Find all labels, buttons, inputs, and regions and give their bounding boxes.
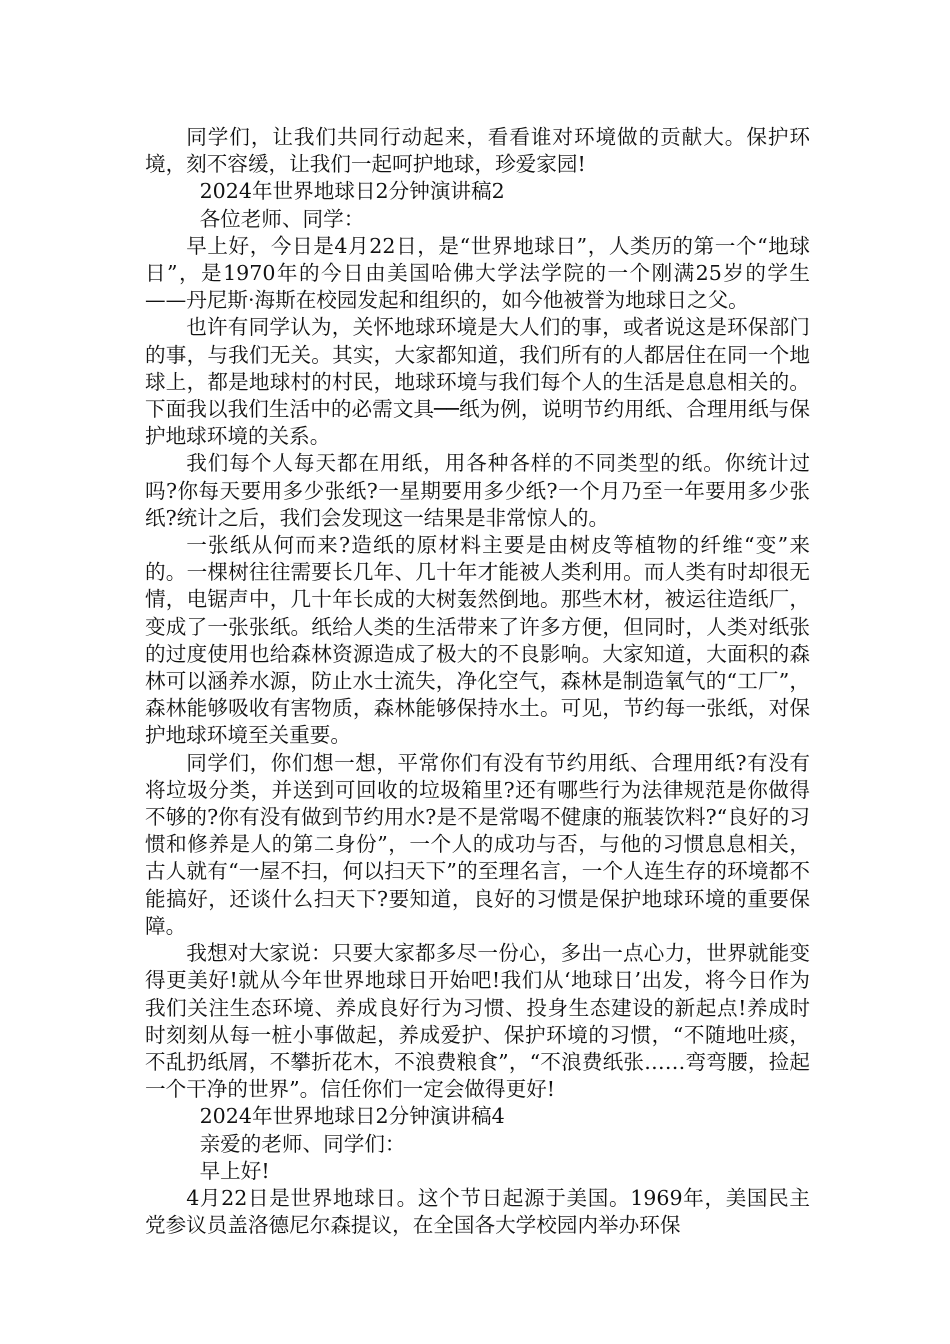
greeting: 早上好! [199, 1158, 270, 1183]
salutation: 亲爱的老师、同学们： [199, 1131, 406, 1156]
paragraph: 一张纸从何而来?造纸的原材料主要是由树皮等植物的纤维“变”来的。一棵树往往需要长几年、几十年才能被人类利用。而人类有时却很无情，电锯声中，几十年长成的大树轰然倒地。那些木材，被运往造纸厂，变成了一张张纸。纸给人类的生活带来了许多方便，但同时，人类对纸张的过度使用也给森林资源造成了极大的不良影响。大家知道，大面积的森林可以涵养水源，防止水士流失，净化空气，森林是制造氧气的“工厂”，森林能够吸收有害物质，森林能够保持水土。可见，节约每一张纸，对保护地球环境至关重要。 [145, 533, 810, 748]
paragraph: 4月22日是世界地球日。这个节日起源于美国。1969年，美国民主党参议员盖洛德尼尔森提议，在全国各大学校园内举办环保 [145, 1185, 810, 1238]
paragraph: 同学们，你们想一想，平常你们有没有节约用纸、合理用纸?有没有将垃圾分类，并送到可回收的垃圾箱里?还有哪些行为法律规范是你做得不够的?你有没有做到节约用水?是不是常喝不健康的瓶装饮料?“良好的习惯和修养是人的第二身份”，一个人的成功与否，与他的习惯息息相关，古人就有“一屋不扫，何以扫天下”的至理名言，一个人连生存的环境都不能搞好，还谈什么扫天下?要知道，良好的习惯是保护地球环境的重要保障。 [145, 750, 810, 938]
paragraph: 我想对大家说：只要大家都多尽一份心，多出一点心力，世界就能变得更美好!就从今年世界地球日开始吧!我们从‘地球日’出发，将今日作为我们关注生态环境、养成良好行为习惯、投身生态建设的新起点!养成时时刻刻从每一桩小事做起，养成爱护、保护环境的习惯，“不随地吐痰，不乱扔纸屑，不攀折花木，不浪费粮食”，“不浪费纸张……弯弯腰，捡起一个干净的世界”。信任你们一定会做得更好! [145, 941, 810, 1102]
paragraph: 我们每个人每天都在用纸，用各种各样的不同类型的纸。你统计过吗?你每天要用多少张纸?一星期要用多少纸?一个月乃至一年要用多少张纸?统计之后，我们会发现这一结果是非常惊人的。 [145, 451, 810, 530]
paragraph: 早上好，今日是4月22日，是“世界地球日”，人类历的第一个“地球日”，是1970年的今日由美国哈佛大学法学院的一个刚满25岁的学生——丹尼斯·海斯在校园发起和组织的，如今他被誉为地球日之父。 [145, 233, 810, 313]
section-title: 2024年世界地球日2分钟演讲稿4 [199, 1104, 505, 1129]
section-title: 2024年世界地球日2分钟演讲稿2 [199, 179, 505, 204]
paragraph: 也许有同学认为，关怀地球环境是大人们的事，或者说这是环保部门的事，与我们无关。其实，大家都知道，我们所有的人都居住在同一个地球上，都是地球村的村民，地球环境与我们每个人的生活是息息相关的。下面我以我们生活中的必需文具──纸为例，说明节约用纸、合理用纸与保护地球环境的关系。 [145, 315, 810, 449]
salutation: 各位老师、同学： [199, 206, 365, 231]
paragraph: 同学们，让我们共同行动起来，看看谁对环境做的贡献大。保护环境，刻不容缓，让我们一起呵护地球，珍爱家园! [145, 125, 810, 177]
document-body [145, 124, 810, 1239]
